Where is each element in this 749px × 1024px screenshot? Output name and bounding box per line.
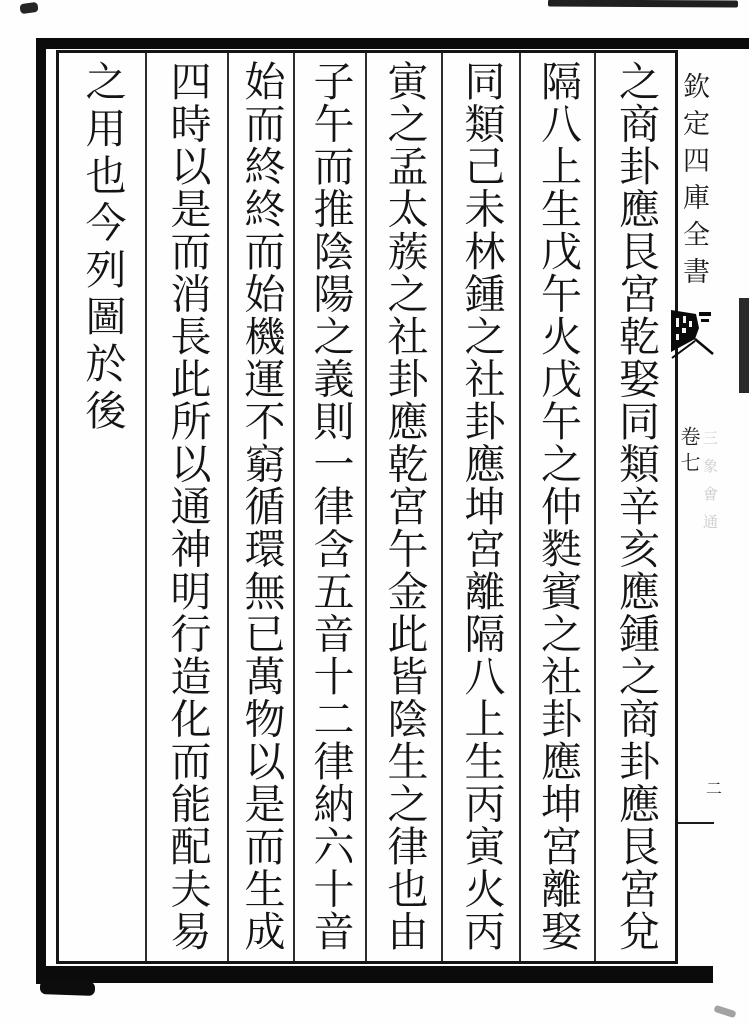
folio-number: 二 <box>706 781 723 798</box>
right-margin-strip <box>678 50 749 964</box>
seal-stamp-icon <box>668 308 714 373</box>
text-column-5: 子午而推陰陽之義則一律含五音十二律納六十音 <box>295 53 367 961</box>
scan-artifact-bottom-smear <box>40 980 95 996</box>
text-block <box>56 50 678 964</box>
text-column-7: 四時以是而消長此所以通神明行造化而能配夫易 <box>147 53 229 961</box>
text-column-3: 同類己未林鍾之社卦應坤宮離隔八上生丙寅火丙 <box>443 53 521 961</box>
frame-left-border <box>36 38 46 984</box>
text-column-8: 之用也今列圖於後 <box>59 53 147 961</box>
scan-artifact-top-streak <box>548 0 738 7</box>
volume-label: 卷七 <box>677 426 699 478</box>
text-column-6: 始而終終而始機運不窮循環無已萬物以是而生成 <box>229 53 295 961</box>
scan-artifact-top-left <box>19 2 38 14</box>
scan-artifact-right-edge <box>739 298 749 393</box>
frame-top-border <box>36 38 749 49</box>
folio-rule-line <box>678 822 714 824</box>
series-title: 欽定四庫全書 <box>679 72 709 294</box>
scan-artifact-bottom-right <box>713 1005 736 1018</box>
text-column-4: 寅之孟太蔟之社卦應乾宮午金此皆陰生之律也由 <box>367 53 443 961</box>
faint-margin-text: 三象㑹通 <box>701 430 717 542</box>
text-column-1: 之商卦應艮宮乾娶同類辛亥應鍾之商卦應艮宮兌 <box>613 60 659 953</box>
frame-bottom-border <box>36 966 713 983</box>
text-column-2: 隔八上生戊午火戊午之仲㽔賓之社卦應坤宮離娶 <box>521 53 596 961</box>
